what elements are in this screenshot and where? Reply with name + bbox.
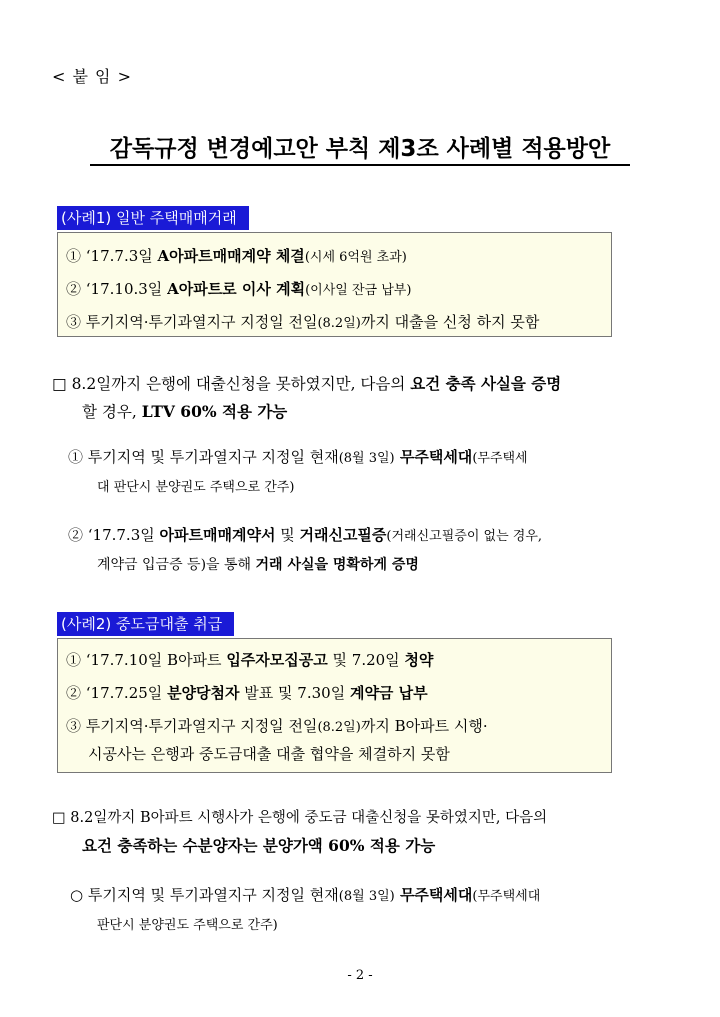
case2-box (57, 638, 612, 773)
page-number: - 2 - (347, 968, 373, 983)
case2-tag: (사례2) 중도금대출 취급 (57, 612, 234, 636)
case1-item-3: ③ 투기지역·투기과열지구 지정일 전일(8.2일)까지 대출을 신청 하지 못함 (66, 313, 540, 331)
para2-sub-line1: ○ 투기지역 및 투기과열지구 지정일 현재(8월 3일) 무주택세대(무주택세대 (70, 886, 541, 904)
para1-sub1-line1: ① 투기지역 및 투기과열지구 지정일 현재(8월 3일) 무주택세대(무주택세 (68, 448, 528, 466)
title-underline (90, 164, 630, 166)
case2-item-3-cont: 시공사는 은행과 중도금대출 대출 협약을 체결하지 못함 (88, 745, 450, 763)
case1-item-1: ① ‘17.7.3일 A아파트매매계약 체결(시세 6억원 초과) (66, 247, 407, 265)
page-title: 감독규정 변경예고안 부칙 제3조 사례별 적용방안 (109, 136, 611, 162)
para2-line1: □ 8.2일까지 B아파트 시행사가 은행에 중도금 대출신청을 못하였지만, 다음의 (52, 810, 548, 826)
case2-item-1: ① ‘17.7.10일 B아파트 입주자모집공고 및 7.20일 청약 (66, 651, 434, 669)
case1-tag: (사례1) 일반 주택매매거래 (57, 206, 249, 230)
para1-sub2-line2: 계약금 입금증 등)을 통해 거래 사실을 명확하게 증명 (97, 557, 419, 573)
para1-sub1-line2: 대 판단시 분양권도 주택으로 간주) (97, 480, 295, 495)
para1-sub2-line1: ② ‘17.7.3일 아파트매매계약서 및 거래신고필증(거래신고필증이 없는 경우, (68, 526, 543, 544)
case2-item-3: ③ 투기지역·투기과열지구 지정일 전일(8.2일)까지 B아파트 시행· (66, 717, 488, 735)
case2-item-2: ② ‘17.7.25일 분양당첨자 발표 및 7.30일 계약금 납부 (66, 684, 428, 702)
para1-line2: 할 경우, LTV 60% 적용 가능 (82, 402, 288, 421)
case1-item-2: ② ‘17.10.3일 A아파트로 이사 계획(이사일 잔금 납부) (66, 280, 412, 298)
case1-box (57, 232, 612, 337)
para2-sub-line2: 판단시 분양권도 주택으로 간주) (97, 918, 278, 933)
para1-line1: □ 8.2일까지 은행에 대출신청을 못하였지만, 다음의 요건 충족 사실을 증명 (52, 374, 562, 393)
para2-line2: 요건 충족하는 수분양자는 분양가액 60% 적용 가능 (82, 836, 436, 855)
attachment-label: < 붙 임 > (52, 67, 132, 86)
